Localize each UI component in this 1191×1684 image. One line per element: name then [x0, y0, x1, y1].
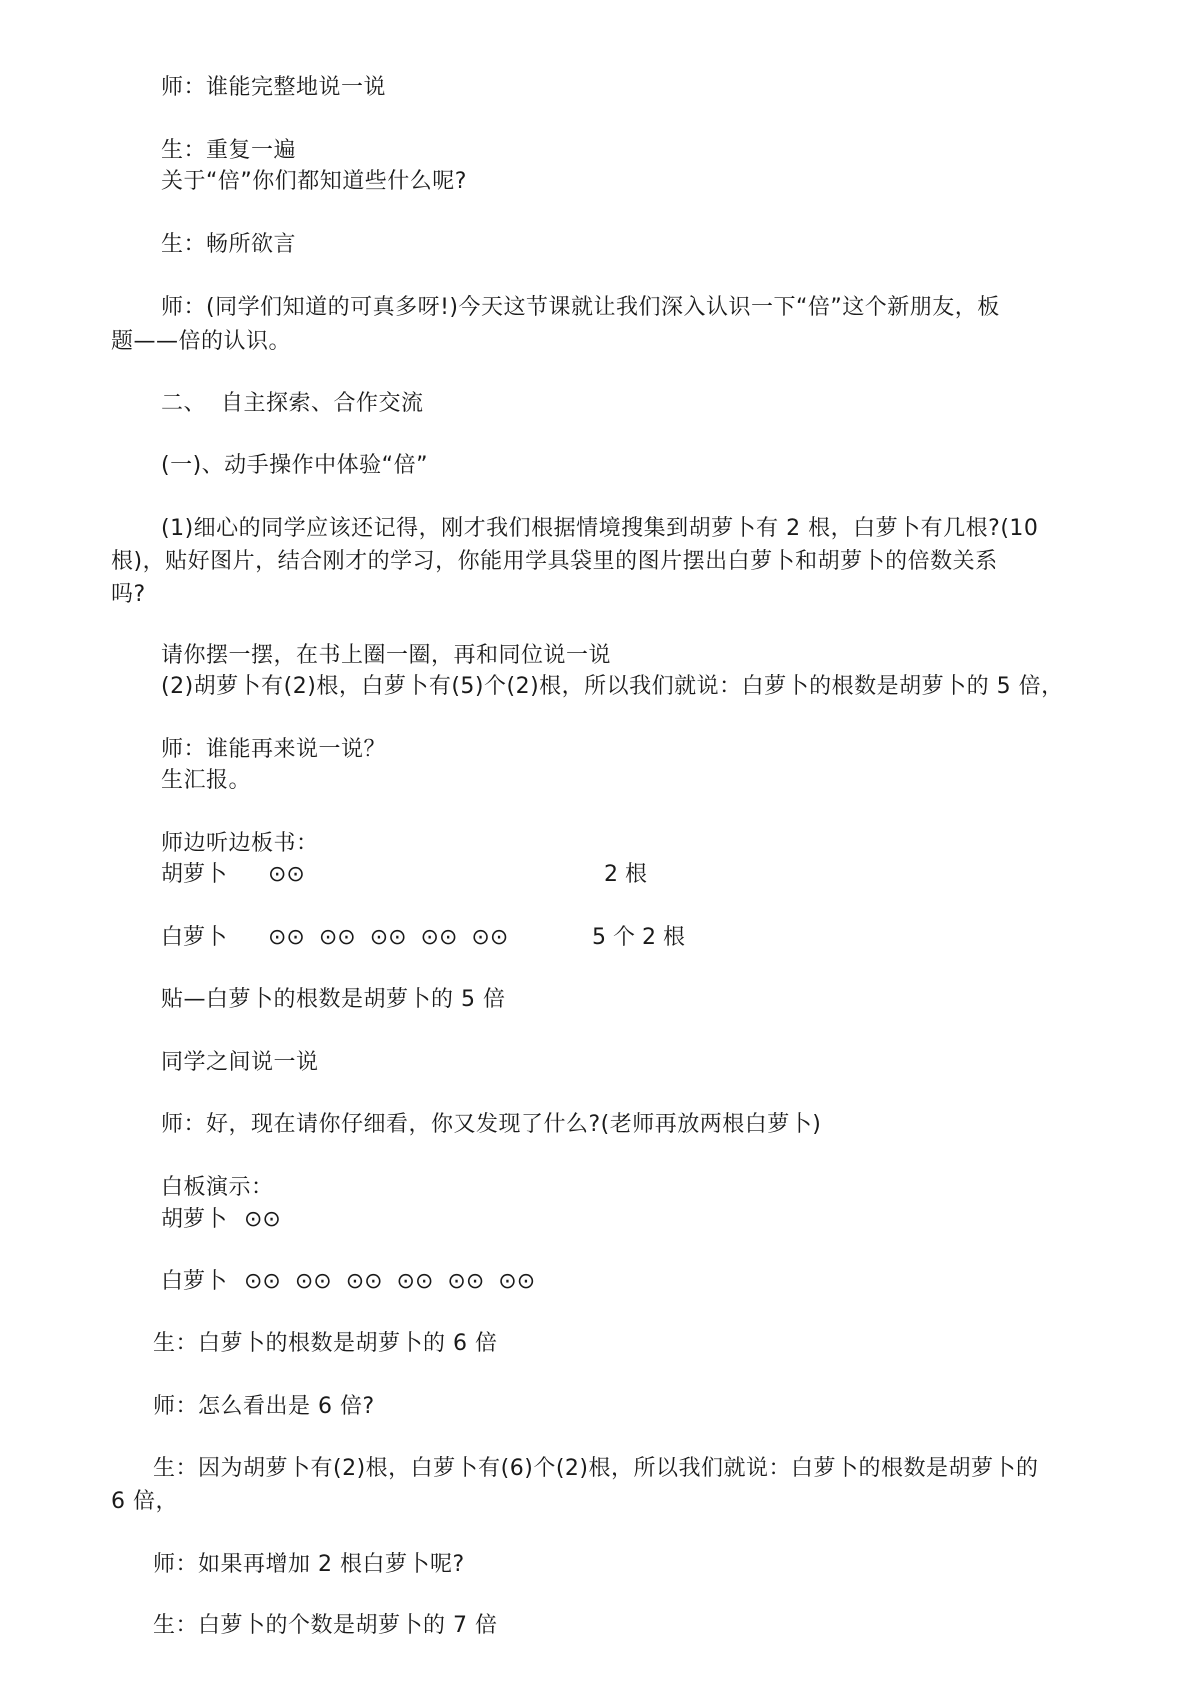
text-line: 师：好，现在请你仔细看，你又发现了什么?(老师再放两根白萝卜): [161, 1112, 822, 1137]
dots-group: ⊙⊙: [268, 862, 305, 887]
text-line: 师：如果再增加 2 根白萝卜呢?: [153, 1552, 465, 1577]
text-line: 吗?: [111, 582, 146, 607]
text-line: 白板演示：: [161, 1175, 274, 1200]
dots-group: ⊙⊙ ⊙⊙ ⊙⊙ ⊙⊙ ⊙⊙: [268, 925, 509, 950]
row-label: 白萝卜: [161, 1269, 228, 1294]
text-line: 生：重复一遍: [161, 138, 297, 163]
text-line: 根)，贴好图片，结合刚才的学习，你能用学具袋里的图片摆出白萝卜和胡萝卜的倍数关系: [111, 549, 998, 574]
text-line: 生：因为胡萝卜有(2)根，白萝卜有(6)个(2)根，所以我们就说：白萝卜的根数是胡萝卜的: [153, 1456, 1039, 1481]
row-label: 胡萝卜: [161, 862, 228, 887]
text-line: 师：(同学们知道的可真多呀!)今天这节课就让我们深入认识一下“倍”这个新朋友，板: [161, 295, 1000, 320]
text-line: 题——倍的认识。: [111, 329, 292, 354]
text-line: 请你摆一摆，在书上圈一圈，再和同位说一说: [161, 643, 612, 668]
text-line: 生：白萝卜的个数是胡萝卜的 7 倍: [153, 1613, 498, 1638]
row-count: 5 个 2 根: [592, 925, 685, 950]
text-line: 贴—白萝卜的根数是胡萝卜的 5 倍: [161, 987, 506, 1012]
text-line: 6 倍，: [111, 1489, 178, 1514]
text-line: 关于“倍”你们都知道些什么呢?: [161, 169, 467, 194]
row-label: 白萝卜: [161, 925, 228, 950]
text-line: 师：谁能完整地说一说: [161, 75, 387, 100]
text-line: 同学之间说一说: [161, 1050, 319, 1075]
text-line: 生：白萝卜的根数是胡萝卜的 6 倍: [153, 1331, 498, 1356]
row-label: 胡萝卜: [161, 1207, 228, 1232]
dots-group: ⊙⊙: [244, 1207, 281, 1232]
text-line: 师：怎么看出是 6 倍?: [153, 1394, 375, 1419]
text-line: 师边听边板书：: [161, 831, 319, 856]
text-line: (1)细心的同学应该还记得，刚才我们根据情境搜集到胡萝卜有 2 根，白萝卜有几根?(10: [161, 516, 1039, 541]
text-line: 师：谁能再来说一说？: [161, 737, 387, 762]
row-count: 2 根: [604, 862, 647, 887]
text-line: 生：畅所欲言: [161, 232, 297, 257]
text-line: 生汇报。: [161, 768, 252, 793]
section-heading: 二、 自主探索、合作交流: [161, 391, 424, 416]
subsection-heading: (一)、动手操作中体验“倍”: [161, 453, 428, 478]
dots-group: ⊙⊙ ⊙⊙ ⊙⊙ ⊙⊙ ⊙⊙ ⊙⊙: [244, 1269, 536, 1294]
text-line: (2)胡萝卜有(2)根，白萝卜有(5)个(2)根，所以我们就说：白萝卜的根数是胡萝卜的 5 倍，: [161, 674, 1064, 699]
